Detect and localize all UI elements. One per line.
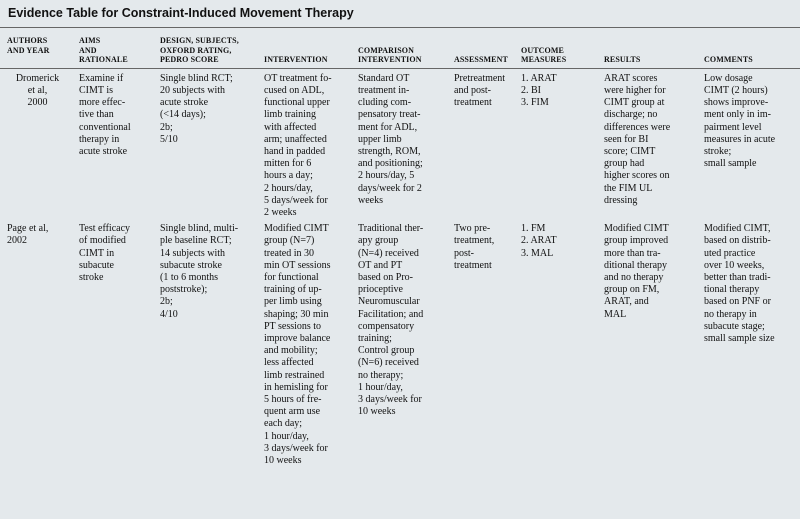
cell-aims: Test efficacy of modified CIMT in subacute stroke [79,223,131,284]
outcome-item: 1. FM [521,223,546,235]
header-comments: COMMENTS [697,36,800,68]
cell-outcome [514,68,597,219]
cell-results: ARAT scores were higher for CIMT group at discharge; no differences were seen for BI score; CIMT group had higher scores on the FIM UL dressing [604,72,671,206]
table-row [0,219,800,467]
cell-comparison: Standard OT treatment in- cluding com- pensatory treat- ment for ADL, upper limb strength, ROM, and positioning; 2 hours/day, 5 days/week for 2 weeks [358,72,423,206]
evidence-table [0,36,800,467]
header-assessment: ASSESSMENT [447,36,514,68]
cell-outcome [514,219,597,467]
header-intervention: INTERVENTION [257,36,351,68]
cell-comparison: Traditional ther- apy group (N=4) received OT and PT based on Pro- prioceptive Neuromuscular Facilitation; and compensatory training; Control group (N=6) received no therapy; 1 hour/day, 3 days/week for 10 weeks [358,223,424,418]
header-results: RESULTS [597,36,697,68]
header-design: DESIGN, SUBJECTS, OXFORD RATING, PEDRO SCORE [153,36,257,68]
cell-aims: Examine if CIMT is more effec- tive than conventional therapy in acute stroke [79,72,131,157]
cell-comments: Low dosage CIMT (2 hours) shows improve- ment only in im- pairment level measures in acute stroke; small sample [704,72,776,170]
cell-design: Single blind RCT; 20 subjects with acute stroke (<14 days); 2b; 5/10 [160,72,233,145]
outcome-item: 1. ARAT [521,72,557,84]
header-row [0,36,800,68]
cell-intervention: OT treatment fo- cused on ADL, functional upper limb training with affected arm; unaffected hand in padded mitten for 6 hours a day; 2 hours/day, 5 days/week for 2 weeks [264,72,332,219]
header-outcome: OUTCOME MEASURES [514,36,597,68]
cell-authors: Dromerick et al, 2000 [15,72,60,109]
cell-assessment: Two pre- treatment, post- treatment [454,223,495,271]
outcome-item: 3. FIM [521,97,549,109]
title-divider [0,27,800,28]
cell-comments: Modified CIMT, based on distrib- uted practice over 10 weeks, better than tradi- tional therapy based on PNF or no therapy in subacute stage; small sample size [704,223,775,345]
table-row [0,68,800,219]
cell-design: Single blind, multi- ple baseline RCT; 14 subjects with subacute stroke (1 to 6 months poststroke); 2b; 4/10 [160,223,239,320]
cell-results: Modified CIMT group improved more than tra- ditional therapy and no therapy group on FM, ARAT, and MAL [604,223,669,320]
table-title: Evidence Table for Constraint-Induced Movement Therapy [8,6,354,20]
outcome-item: 2. ARAT [521,235,557,247]
cell-authors: Page et al, 2002 [7,223,49,247]
header-aims: AIMS AND RATIONALE [72,36,153,68]
header-comparison: COMPARISON INTERVENTION [351,36,447,68]
cell-intervention: Modified CIMT group (N=7) treated in 30 min OT sessions for functional training of up- per limb using shaping; 30 min PT sessions to improve balance and mobility; less affected limb restrained in hemisling for 5 hours of fre- quent arm use each day; 1 hour/day, 3 days/week for 10 weeks [264,223,331,467]
outcome-item: 3. MAL [521,247,554,259]
outcome-item: 2. BI [521,84,541,96]
header-authors: AUTHORS AND YEAR [0,36,72,68]
cell-assessment: Pretreatment and post- treatment [454,72,506,109]
